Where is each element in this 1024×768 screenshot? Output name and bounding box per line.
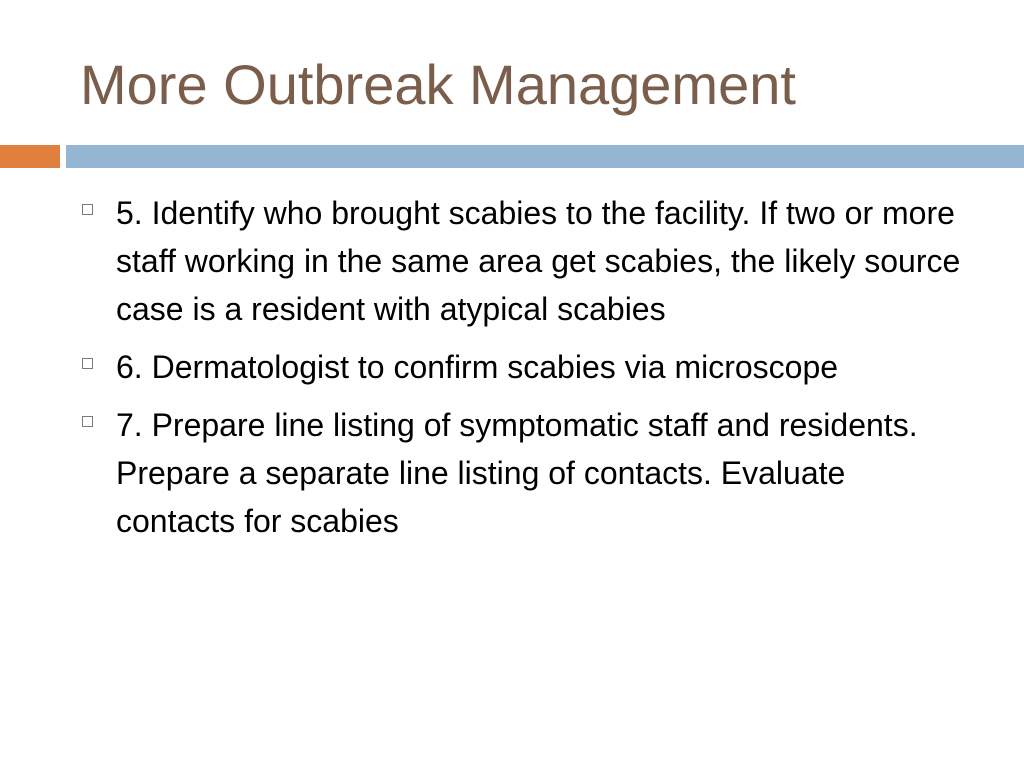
bullet-text: 6. Dermatologist to confirm scabies via microscope (116, 349, 839, 385)
title-rule-bar (66, 145, 1024, 168)
bullet-item (82, 401, 962, 545)
square-bullet-icon (82, 358, 93, 369)
square-bullet-icon (82, 204, 93, 215)
bullet-item (82, 189, 962, 333)
bullet-item (82, 343, 962, 391)
bullet-text: 7. Prepare line listing of symptomatic staff and residents. Prepare a separate line listing of contacts. Evaluate contacts for scabies (116, 407, 918, 539)
title-accent-bar (0, 145, 60, 168)
bullet-text: 5. Identify who brought scabies to the facility. If two or more staff working in the same area get scabies, the likely source case is a resident with atypical scabies (116, 195, 961, 327)
bullet-list (82, 189, 962, 555)
slide-title: More Outbreak Management (80, 53, 796, 116)
square-bullet-icon (82, 416, 93, 427)
